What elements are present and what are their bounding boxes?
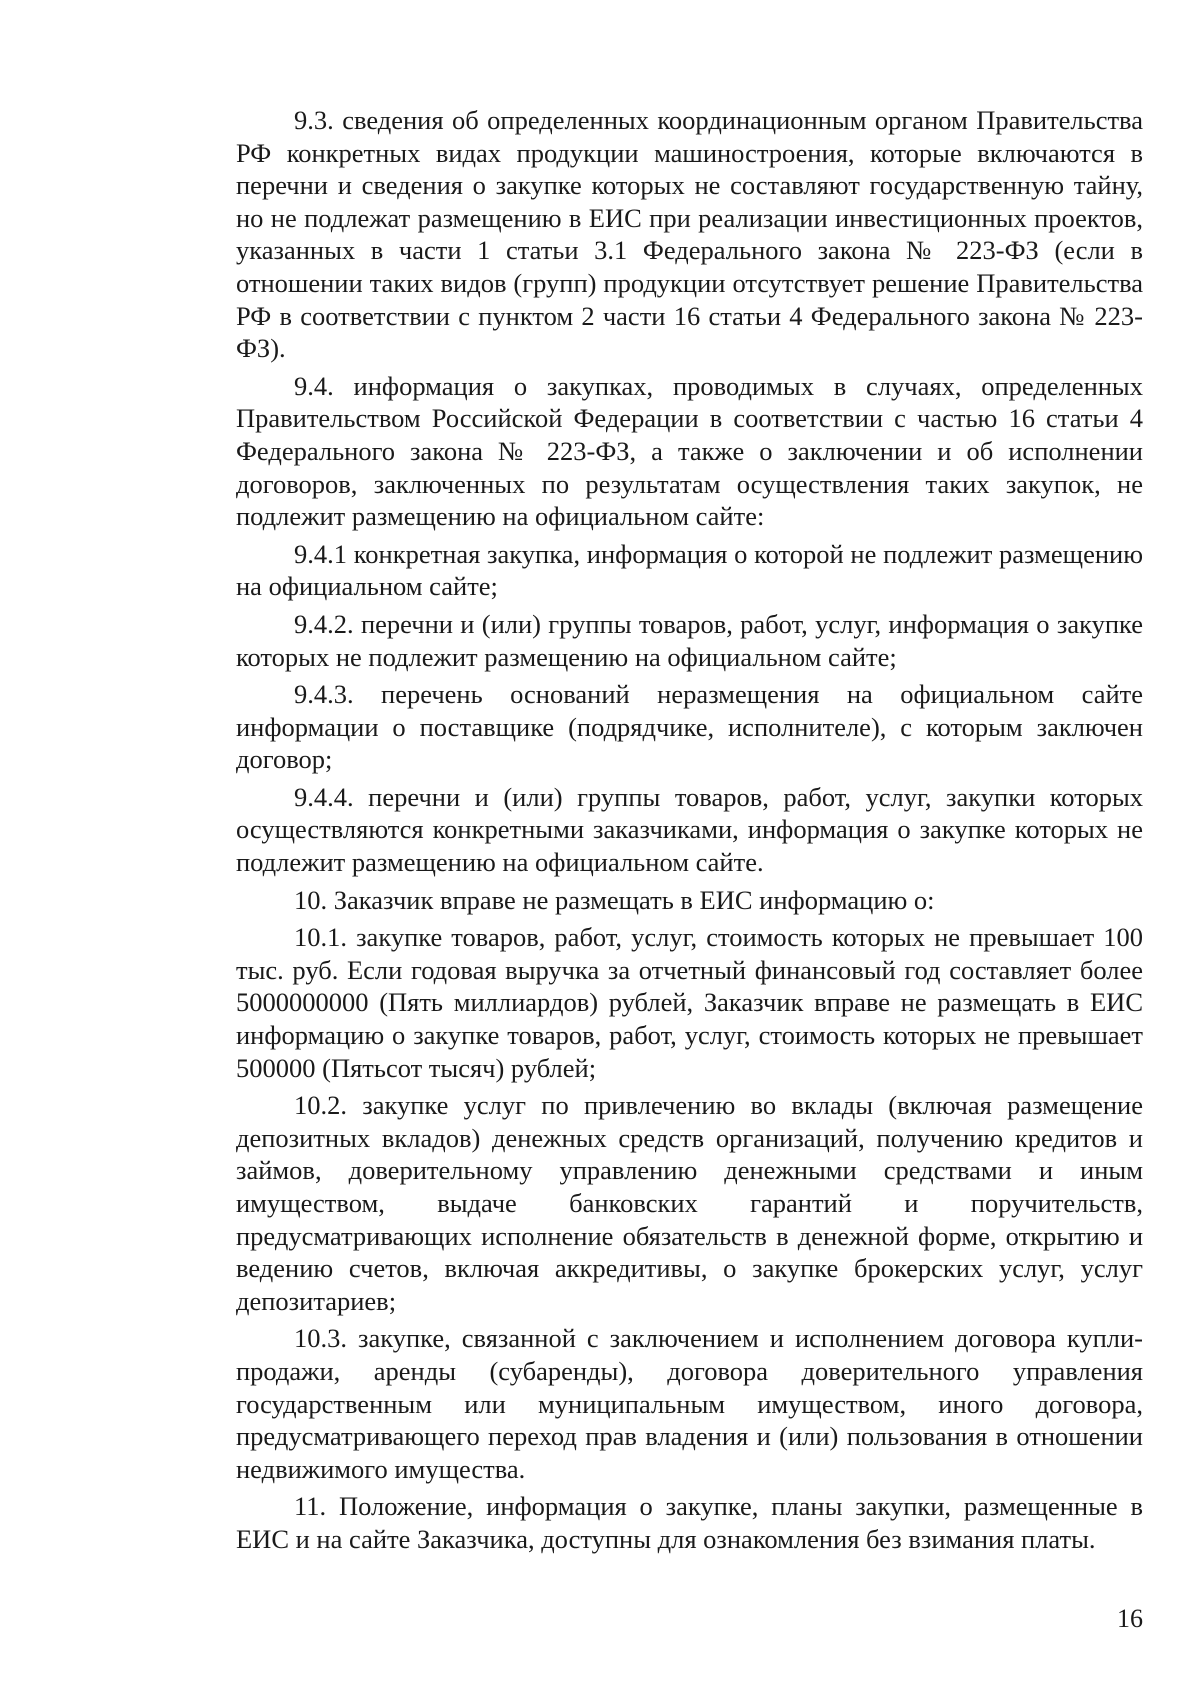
- paragraph-10-2: 10.2. закупке услуг по привлечению во вклады (включая размещение депозитных вкладов) денежных средств организаций, получению кредитов и займов, доверительному управлению денежными средствами и иным имуществом, выдаче банковских гарантий и поручительств, предусматривающих исполнение обязательств в денежной форме, открытию и ведению счетов, включая аккредитивы, о закупке брокерских услуг, услуг депозитариев;: [236, 1090, 1143, 1316]
- paragraph-9-3: 9.3. сведения об определенных координационным органом Правительства РФ конкретных видах продукции машиностроения, которые включаются в перечни и сведения о закупке которых не составляют государственную тайну, но не подлежат размещению в ЕИС при реализации инвестиционных проектов, указанных в части 1 статьи 3.1 Федерального закона № 223-ФЗ (если в отношении таких видов (групп) продукции отсутствует решение Правительства РФ в соответствии с пунктом 2 части 16 статьи 4 Федерального закона № 223-ФЗ).: [236, 105, 1143, 364]
- paragraph-9-4-4: 9.4.4. перечни и (или) группы товаров, работ, услуг, закупки которых осуществляются конкретными заказчиками, информация о закупке которых не подлежит размещению на официальном сайте.: [236, 781, 1143, 878]
- paragraph-9-4-2: 9.4.2. перечни и (или) группы товаров, работ, услуг, информация о закупке которых не подлежит размещению на официальном сайте;: [236, 608, 1143, 672]
- paragraph-9-4: 9.4. информация о закупках, проводимых в случаях, определенных Правительством Российской Федерации в соответствии с частью 16 статьи 4 Федерального закона № 223-ФЗ, а также о заключении и об исполнении договоров, заключенных по результатам осуществления таких закупок, не подлежит размещению на официальном сайте:: [236, 370, 1143, 532]
- paragraph-10-1: 10.1. закупке товаров, работ, услуг, стоимость которых не превышает 100 тыс. руб. Если годовая выручка за отчетный финансовый год составляет более 5000000000 (Пять миллиардов) рублей, Заказчик вправе не размещать в ЕИС информацию о закупке товаров, работ, услуг, стоимость которых не превышает 500000 (Пятьсот тысяч) рублей;: [236, 922, 1143, 1083]
- paragraph-9-4-1: 9.4.1 конкретная закупка, информация о которой не подлежит размещению на официальном сайте;: [236, 538, 1143, 602]
- paragraph-10: 10. Заказчик вправе не размещать в ЕИС информацию о:: [294, 884, 935, 915]
- page-number: 16: [1117, 1604, 1143, 1633]
- document-body: [236, 104, 1143, 1561]
- paragraph-10-3: 10.3. закупке, связанной с заключением и исполнением договора купли-продажи, аренды (субаренды), договора доверительного управления государственным или муниципальным имуществом, иного договора, предусматривающего переход прав владения и (или) пользования в отношении недвижимого имущества.: [236, 1323, 1143, 1484]
- paragraph-11: 11. Положение, информация о закупке, планы закупки, размещенные в ЕИС и на сайте Заказчика, доступны для ознакомления без взимания платы.: [236, 1491, 1143, 1554]
- paragraph-9-4-3: 9.4.3. перечень оснований неразмещения на официальном сайте информации о поставщике (подрядчике, исполнителе), с которым заключен договор;: [236, 679, 1143, 775]
